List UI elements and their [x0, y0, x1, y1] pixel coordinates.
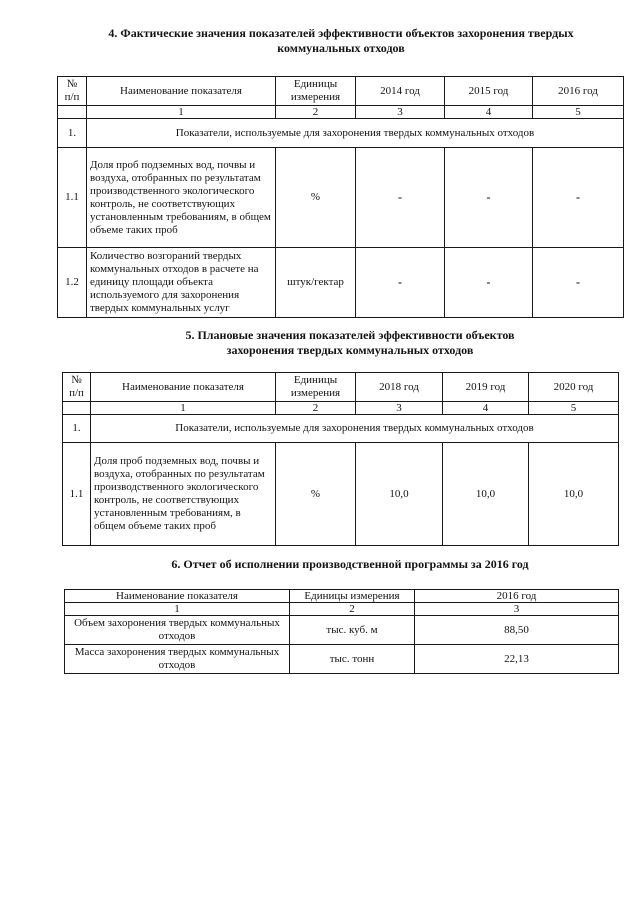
row-name: Масса захоронения твердых коммунальных отходов [65, 645, 290, 674]
row-value-2: 10,0 [443, 443, 529, 546]
column-number: 3 [356, 106, 445, 119]
row-value-1: - [356, 248, 445, 318]
table-row [58, 148, 624, 248]
row-unit: штук/гектар [276, 248, 356, 318]
row-name: Доля проб подземных вод, почвы и воздуха, отобранных по результатам производственного экологического контроль, не соответствующих установленным требованиям, в общем объеме таких проб [91, 443, 276, 546]
row-value-3: 10,0 [529, 443, 619, 546]
row-value-3: - [533, 148, 624, 248]
row-num: 1.1 [63, 443, 91, 546]
header-row [58, 77, 624, 106]
group-label: Показатели, используемые для захоронения твердых коммунальных отходов [91, 415, 619, 443]
row-unit: % [276, 443, 356, 546]
row-unit: тыс. тонн [290, 645, 415, 674]
column-number: 1 [87, 106, 276, 119]
section-4-table [57, 76, 624, 318]
header-name: Наименование показателя [65, 590, 290, 603]
column-number-blank [63, 402, 91, 415]
row-name: Доля проб подземных вод, почвы и воздуха, отобранных по результатам производственного экологического контроль, не соответствующих установленным требованиям, в общем объеме таких проб [87, 148, 276, 248]
column-number: 5 [533, 106, 624, 119]
section-4-heading [58, 26, 624, 56]
table-row [63, 443, 619, 546]
column-number-row [63, 402, 619, 415]
group-num: 1. [58, 119, 87, 148]
row-unit: тыс. куб. м [290, 616, 415, 645]
section-4-heading-line1: 4. Фактические значения показателей эффективности объектов захоронения твердых [108, 26, 574, 40]
header-row [65, 590, 619, 603]
column-number: 1 [65, 603, 290, 616]
header-year-2: 2019 год [443, 373, 529, 402]
section-5-heading-line2: захоронения твердых коммунальных отходов [226, 343, 474, 357]
column-number: 2 [276, 106, 356, 119]
row-num: 1.2 [58, 248, 87, 318]
section-5-table [62, 372, 619, 546]
column-number: 4 [443, 402, 529, 415]
header-name: Наименование показателя [87, 77, 276, 106]
section-5-heading [130, 328, 570, 358]
header-year: 2016 год [415, 590, 619, 603]
header-num: № п/п [63, 373, 91, 402]
table-row [65, 645, 619, 674]
header-row [63, 373, 619, 402]
column-number: 3 [356, 402, 443, 415]
table-row [58, 248, 624, 318]
column-number: 2 [290, 603, 415, 616]
section-6-heading [120, 557, 580, 572]
section-5-heading-line1: 5. Плановые значения показателей эффективности объектов [185, 328, 515, 342]
header-year-3: 2020 год [529, 373, 619, 402]
header-unit: Единицы измерения [290, 590, 415, 603]
column-number: 1 [91, 402, 276, 415]
group-row [58, 119, 624, 148]
header-num: № п/п [58, 77, 87, 106]
header-year-2: 2015 год [445, 77, 533, 106]
row-name: Количество возгораний твердых коммунальных отходов в расчете на единицу площади объекта используемого для захоронения твердых коммунальных услуг [87, 248, 276, 318]
row-value-2: - [445, 148, 533, 248]
table-row [65, 616, 619, 645]
row-value: 88,50 [415, 616, 619, 645]
row-value-1: 10,0 [356, 443, 443, 546]
header-unit: Единицы измерения [276, 77, 356, 106]
group-label: Показатели, используемые для захоронения твердых коммунальных отходов [87, 119, 624, 148]
row-value-2: - [445, 248, 533, 318]
row-value: 22,13 [415, 645, 619, 674]
column-number-row [65, 603, 619, 616]
header-name: Наименование показателя [91, 373, 276, 402]
header-year-1: 2014 год [356, 77, 445, 106]
column-number: 2 [276, 402, 356, 415]
row-unit: % [276, 148, 356, 248]
row-value-3: - [533, 248, 624, 318]
section-6-table [64, 589, 619, 674]
row-num: 1.1 [58, 148, 87, 248]
row-value-1: - [356, 148, 445, 248]
group-row [63, 415, 619, 443]
header-year-3: 2016 год [533, 77, 624, 106]
header-year-1: 2018 год [356, 373, 443, 402]
header-unit: Единицы измерения [276, 373, 356, 402]
column-number-blank [58, 106, 87, 119]
column-number: 5 [529, 402, 619, 415]
section-4-heading-line2: коммунальных отходов [277, 41, 405, 55]
column-number: 4 [445, 106, 533, 119]
column-number-row [58, 106, 624, 119]
column-number: 3 [415, 603, 619, 616]
group-num: 1. [63, 415, 91, 443]
section-6-heading-text: 6. Отчет об исполнении производственной программы за 2016 год [171, 557, 529, 571]
row-name: Объем захоронения твердых коммунальных отходов [65, 616, 290, 645]
